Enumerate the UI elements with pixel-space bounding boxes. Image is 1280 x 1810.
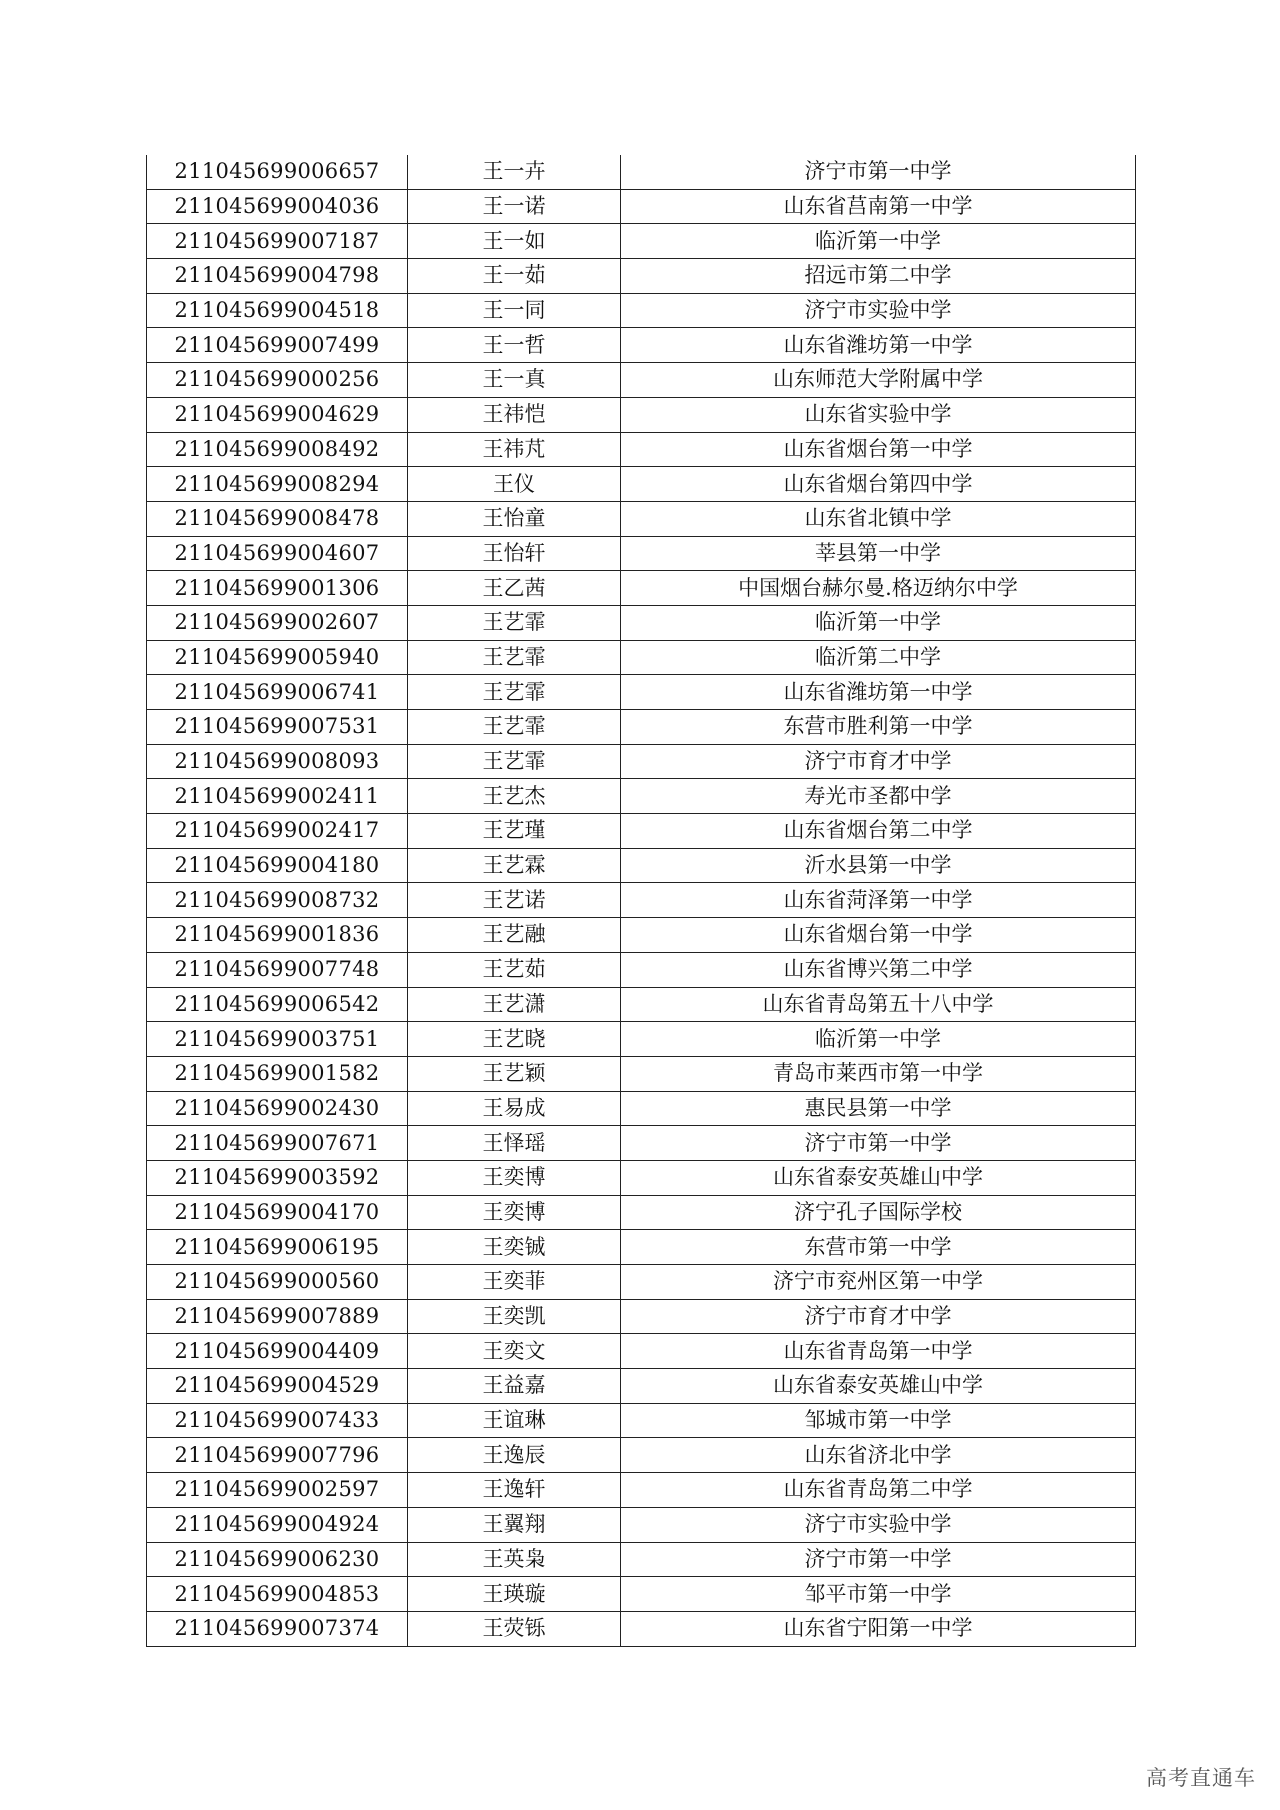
table-row [147,1195,1136,1230]
exam-id-cell: 211045699004518 [147,293,408,328]
student-name-cell: 王荧铄 [408,1611,621,1646]
exam-id-cell: 211045699004924 [147,1507,408,1542]
exam-id-cell: 211045699007499 [147,328,408,363]
school-name-cell: 山东师范大学附属中学 [621,363,1136,398]
student-name-cell: 王奕凯 [408,1299,621,1334]
school-name-cell: 济宁市第一中学 [621,155,1136,189]
school-name-cell: 山东省潍坊第一中学 [621,675,1136,710]
table-row [147,1230,1136,1265]
table-row [147,883,1136,918]
exam-id-cell: 211045699006741 [147,675,408,710]
table-row [147,918,1136,953]
table-row [147,1126,1136,1161]
table-row [147,710,1136,745]
student-name-cell: 王艺霖 [408,848,621,883]
exam-id-cell: 211045699006542 [147,987,408,1022]
exam-id-cell: 211045699000560 [147,1265,408,1300]
exam-id-cell: 211045699006195 [147,1230,408,1265]
table-row [147,1091,1136,1126]
school-name-cell: 山东省莒南第一中学 [621,189,1136,224]
school-name-cell: 山东省烟台第一中学 [621,918,1136,953]
student-name-cell: 王祎恺 [408,397,621,432]
student-name-cell: 王一如 [408,224,621,259]
school-name-cell: 山东省北镇中学 [621,501,1136,536]
student-name-cell: 王艺霏 [408,605,621,640]
school-name-cell: 山东省潍坊第一中学 [621,328,1136,363]
exam-id-cell: 211045699001582 [147,1056,408,1091]
table-row [147,571,1136,606]
exam-id-cell: 211045699003592 [147,1160,408,1195]
school-name-cell: 济宁市育才中学 [621,1299,1136,1334]
exam-id-cell: 211045699006657 [147,155,408,189]
student-name-cell: 王奕博 [408,1195,621,1230]
exam-id-cell: 211045699008294 [147,467,408,502]
exam-id-cell: 211045699007374 [147,1611,408,1646]
table-row [147,1334,1136,1369]
student-name-cell: 王艺颖 [408,1056,621,1091]
exam-id-cell: 211045699007531 [147,710,408,745]
school-name-cell: 山东省青岛第二中学 [621,1473,1136,1508]
student-name-cell: 王艺茹 [408,952,621,987]
school-name-cell: 中国烟台赫尔曼.格迈纳尔中学 [621,571,1136,606]
table-row [147,1611,1136,1646]
exam-id-cell: 211045699008093 [147,744,408,779]
table-row [147,1160,1136,1195]
table-row [147,328,1136,363]
student-name-cell: 王艺霏 [408,744,621,779]
school-name-cell: 山东省烟台第二中学 [621,814,1136,849]
table-row [147,848,1136,883]
school-name-cell: 临沂第一中学 [621,605,1136,640]
table-row [147,779,1136,814]
student-name-cell: 王一同 [408,293,621,328]
table-row [147,467,1136,502]
student-name-cell: 王一哲 [408,328,621,363]
exam-id-cell: 211045699007889 [147,1299,408,1334]
exam-id-cell: 211045699004529 [147,1369,408,1404]
school-name-cell: 山东省济北中学 [621,1438,1136,1473]
table-row [147,536,1136,571]
school-name-cell: 临沂第二中学 [621,640,1136,675]
table-row [147,1438,1136,1473]
exam-id-cell: 211045699007796 [147,1438,408,1473]
student-name-cell: 王奕博 [408,1160,621,1195]
student-name-cell: 王艺潇 [408,987,621,1022]
exam-id-cell: 211045699007187 [147,224,408,259]
exam-id-cell: 211045699006230 [147,1542,408,1577]
table-row [147,1473,1136,1508]
student-name-cell: 王一真 [408,363,621,398]
exam-id-cell: 211045699001836 [147,918,408,953]
table-row [147,224,1136,259]
table-row [147,675,1136,710]
school-name-cell: 济宁孔子国际学校 [621,1195,1136,1230]
student-name-cell: 王逸轩 [408,1473,621,1508]
exam-id-cell: 211045699004170 [147,1195,408,1230]
student-name-cell: 王奕菲 [408,1265,621,1300]
school-name-cell: 济宁市兖州区第一中学 [621,1265,1136,1300]
student-name-cell: 王艺霏 [408,710,621,745]
table-row [147,744,1136,779]
table-row [147,605,1136,640]
school-name-cell: 邹平市第一中学 [621,1577,1136,1612]
school-name-cell: 山东省青岛第五十八中学 [621,987,1136,1022]
table-row [147,1299,1136,1334]
school-name-cell: 济宁市第一中学 [621,1126,1136,1161]
school-name-cell: 山东省实验中学 [621,397,1136,432]
student-name-cell: 王艺霏 [408,640,621,675]
student-name-cell: 王艺诺 [408,883,621,918]
exam-id-cell: 211045699000256 [147,363,408,398]
table-row [147,1265,1136,1300]
table-row [147,814,1136,849]
watermark: 高考直通车 [1146,1766,1256,1790]
exam-id-cell: 211045699008732 [147,883,408,918]
table-row [147,1403,1136,1438]
student-name-cell: 王怡童 [408,501,621,536]
table-row [147,501,1136,536]
school-name-cell: 济宁市实验中学 [621,1507,1136,1542]
school-name-cell: 山东省泰安英雄山中学 [621,1160,1136,1195]
student-name-cell: 王谊琳 [408,1403,621,1438]
student-name-cell: 王益嘉 [408,1369,621,1404]
exam-id-cell: 211045699003751 [147,1022,408,1057]
exam-id-cell: 211045699004607 [147,536,408,571]
student-name-cell: 王怡轩 [408,536,621,571]
table-row [147,155,1136,189]
school-name-cell: 济宁市育才中学 [621,744,1136,779]
exam-id-cell: 211045699004409 [147,1334,408,1369]
student-name-cell: 王逸辰 [408,1438,621,1473]
table-row [147,952,1136,987]
exam-id-cell: 211045699004853 [147,1577,408,1612]
school-name-cell: 招远市第二中学 [621,259,1136,294]
table-row [147,259,1136,294]
table-row [147,189,1136,224]
school-name-cell: 邹城市第一中学 [621,1403,1136,1438]
table-row [147,363,1136,398]
table-row [147,397,1136,432]
school-name-cell: 济宁市第一中学 [621,1542,1136,1577]
student-name-cell: 王英枭 [408,1542,621,1577]
student-name-cell: 王一卉 [408,155,621,189]
school-name-cell: 东营市第一中学 [621,1230,1136,1265]
school-name-cell: 山东省菏泽第一中学 [621,883,1136,918]
table-body [147,155,1136,1646]
school-name-cell: 沂水县第一中学 [621,848,1136,883]
school-name-cell: 山东省宁阳第一中学 [621,1611,1136,1646]
exam-id-cell: 211045699002411 [147,779,408,814]
student-name-cell: 王翼翔 [408,1507,621,1542]
table-row [147,1022,1136,1057]
exam-id-cell: 211045699001306 [147,571,408,606]
table-row [147,1577,1136,1612]
school-name-cell: 青岛市莱西市第一中学 [621,1056,1136,1091]
table-row [147,1542,1136,1577]
school-name-cell: 山东省烟台第四中学 [621,467,1136,502]
student-name-cell: 王仪 [408,467,621,502]
student-name-cell: 王祎芃 [408,432,621,467]
exam-id-cell: 211045699007748 [147,952,408,987]
exam-id-cell: 211045699007433 [147,1403,408,1438]
exam-id-cell: 211045699005940 [147,640,408,675]
school-name-cell: 寿光市圣都中学 [621,779,1136,814]
exam-id-cell: 211045699002417 [147,814,408,849]
school-name-cell: 东营市胜利第一中学 [621,710,1136,745]
school-name-cell: 济宁市实验中学 [621,293,1136,328]
student-name-cell: 王瑛璇 [408,1577,621,1612]
exam-id-cell: 211045699008478 [147,501,408,536]
exam-id-cell: 211045699004798 [147,259,408,294]
student-name-cell: 王一茹 [408,259,621,294]
school-name-cell: 莘县第一中学 [621,536,1136,571]
table-row [147,640,1136,675]
exam-id-cell: 211045699008492 [147,432,408,467]
school-name-cell: 临沂第一中学 [621,1022,1136,1057]
school-name-cell: 临沂第一中学 [621,224,1136,259]
table-row [147,1369,1136,1404]
exam-id-cell: 211045699004036 [147,189,408,224]
student-name-cell: 王奕铖 [408,1230,621,1265]
table-row [147,432,1136,467]
student-name-cell: 王艺瑾 [408,814,621,849]
table-row [147,1056,1136,1091]
exam-id-cell: 211045699002597 [147,1473,408,1508]
table-row [147,293,1136,328]
exam-id-cell: 211045699004629 [147,397,408,432]
exam-id-cell: 211045699007671 [147,1126,408,1161]
student-name-cell: 王奕文 [408,1334,621,1369]
student-name-cell: 王易成 [408,1091,621,1126]
student-name-cell: 王怿瑶 [408,1126,621,1161]
student-name-cell: 王一诺 [408,189,621,224]
school-name-cell: 惠民县第一中学 [621,1091,1136,1126]
school-name-cell: 山东省青岛第一中学 [621,1334,1136,1369]
student-name-cell: 王乙茜 [408,571,621,606]
school-name-cell: 山东省泰安英雄山中学 [621,1369,1136,1404]
table-row [147,1507,1136,1542]
exam-id-cell: 211045699002607 [147,605,408,640]
student-name-cell: 王艺霏 [408,675,621,710]
exam-id-cell: 211045699002430 [147,1091,408,1126]
student-name-cell: 王艺杰 [408,779,621,814]
table-row [147,987,1136,1022]
exam-id-cell: 211045699004180 [147,848,408,883]
student-name-cell: 王艺融 [408,918,621,953]
school-name-cell: 山东省博兴第二中学 [621,952,1136,987]
student-list-table [146,155,1136,1647]
school-name-cell: 山东省烟台第一中学 [621,432,1136,467]
student-name-cell: 王艺晓 [408,1022,621,1057]
